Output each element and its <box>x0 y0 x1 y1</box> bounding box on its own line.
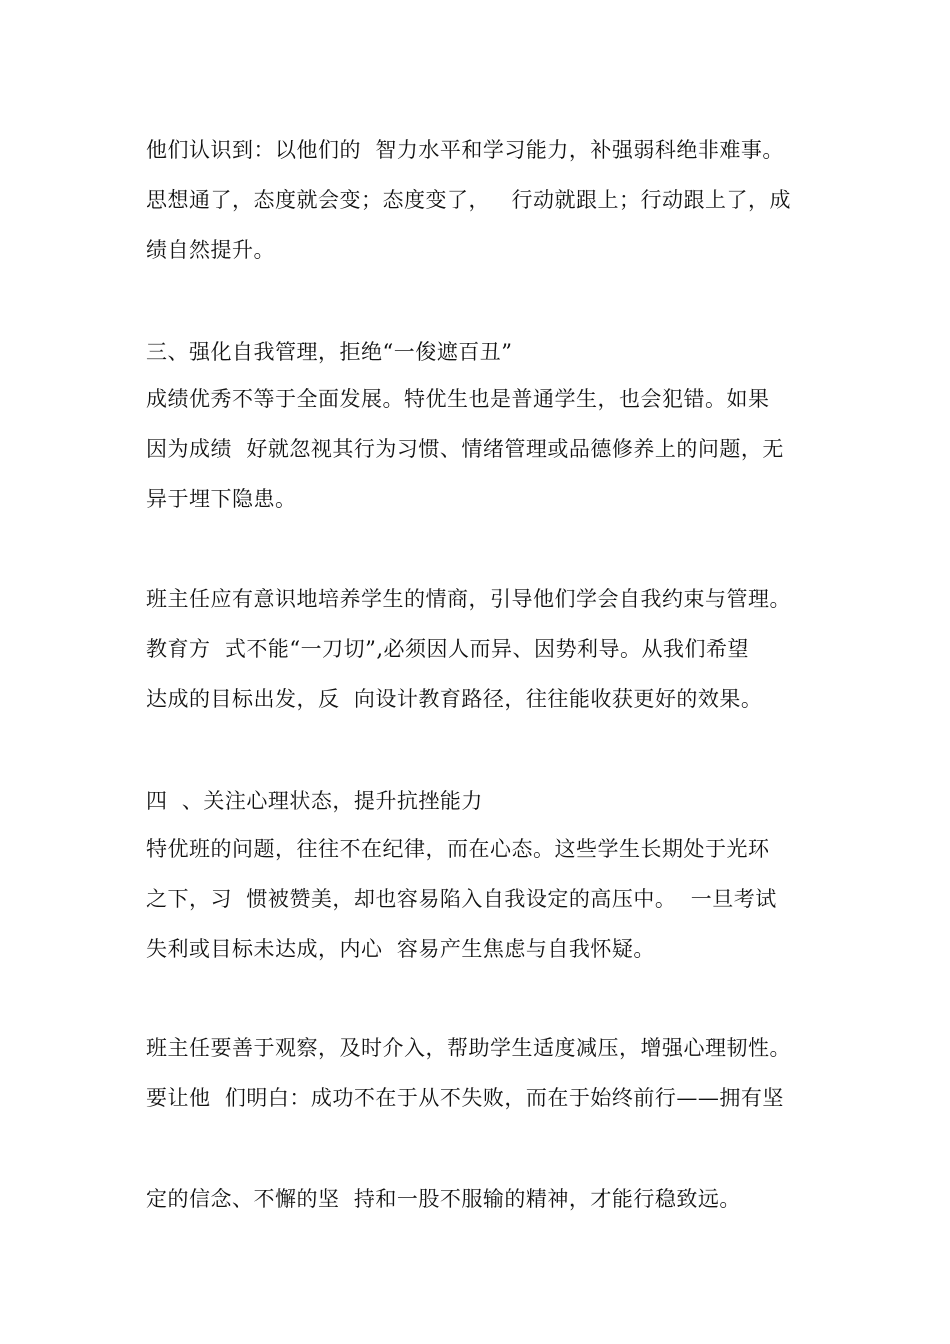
text-line: 特优班的问题，往往不在纪律，而在心态。这些学生长期处于光环 <box>146 837 770 861</box>
text-line: 因为成绩 好就忽视其行为习惯、情绪管理或品德修养上的问题，无 <box>146 437 784 461</box>
section-heading-4: 四 、关注心理状态，提升抗挫能力 <box>146 789 483 813</box>
text-line: 他们认识到：以他们的 智力水平和学习能力，补强弱科绝非难事。 <box>146 138 784 162</box>
text-line: 要让他 们明白：成功不在于从不失败，而在于始终前行——拥有坚 <box>146 1086 784 1110</box>
section-heading-3: 三、强化自我管理，拒绝“一俊遮百丑” <box>146 340 513 364</box>
text-line: 教育方 式不能“一刀切”,必须因人而异、因势利导。从我们希望 <box>146 637 749 661</box>
text-line: 定的信念、不懈的坚 持和一股不服输的精神，才能行稳致远。 <box>146 1187 741 1211</box>
text-line: 之下，习 惯被赞美，却也容易陷入自我设定的高压中。 一旦考试 <box>146 887 777 911</box>
text-line: 成绩优秀不等于全面发展。特优生也是普通学生，也会犯错。如果 <box>146 387 770 411</box>
text-line: 思想通了，态度就会变；态度变了， 行动就跟上；行动跟上了，成 <box>146 188 792 212</box>
text-line: 绩自然提升。 <box>146 238 275 262</box>
text-line: 失利或目标未达成，内心 容易产生焦虑与自我怀疑。 <box>146 937 655 961</box>
text-line: 达成的目标出发，反 向设计教育路径，往往能收获更好的效果。 <box>146 687 763 711</box>
text-line: 异于埋下隐患。 <box>146 487 297 511</box>
text-line: 班主任要善于观察，及时介入，帮助学生适度减压，增强心理韧性。 <box>146 1036 791 1060</box>
text-line: 班主任应有意识地培养学生的情商，引导他们学会自我约束与管理。 <box>146 587 791 611</box>
